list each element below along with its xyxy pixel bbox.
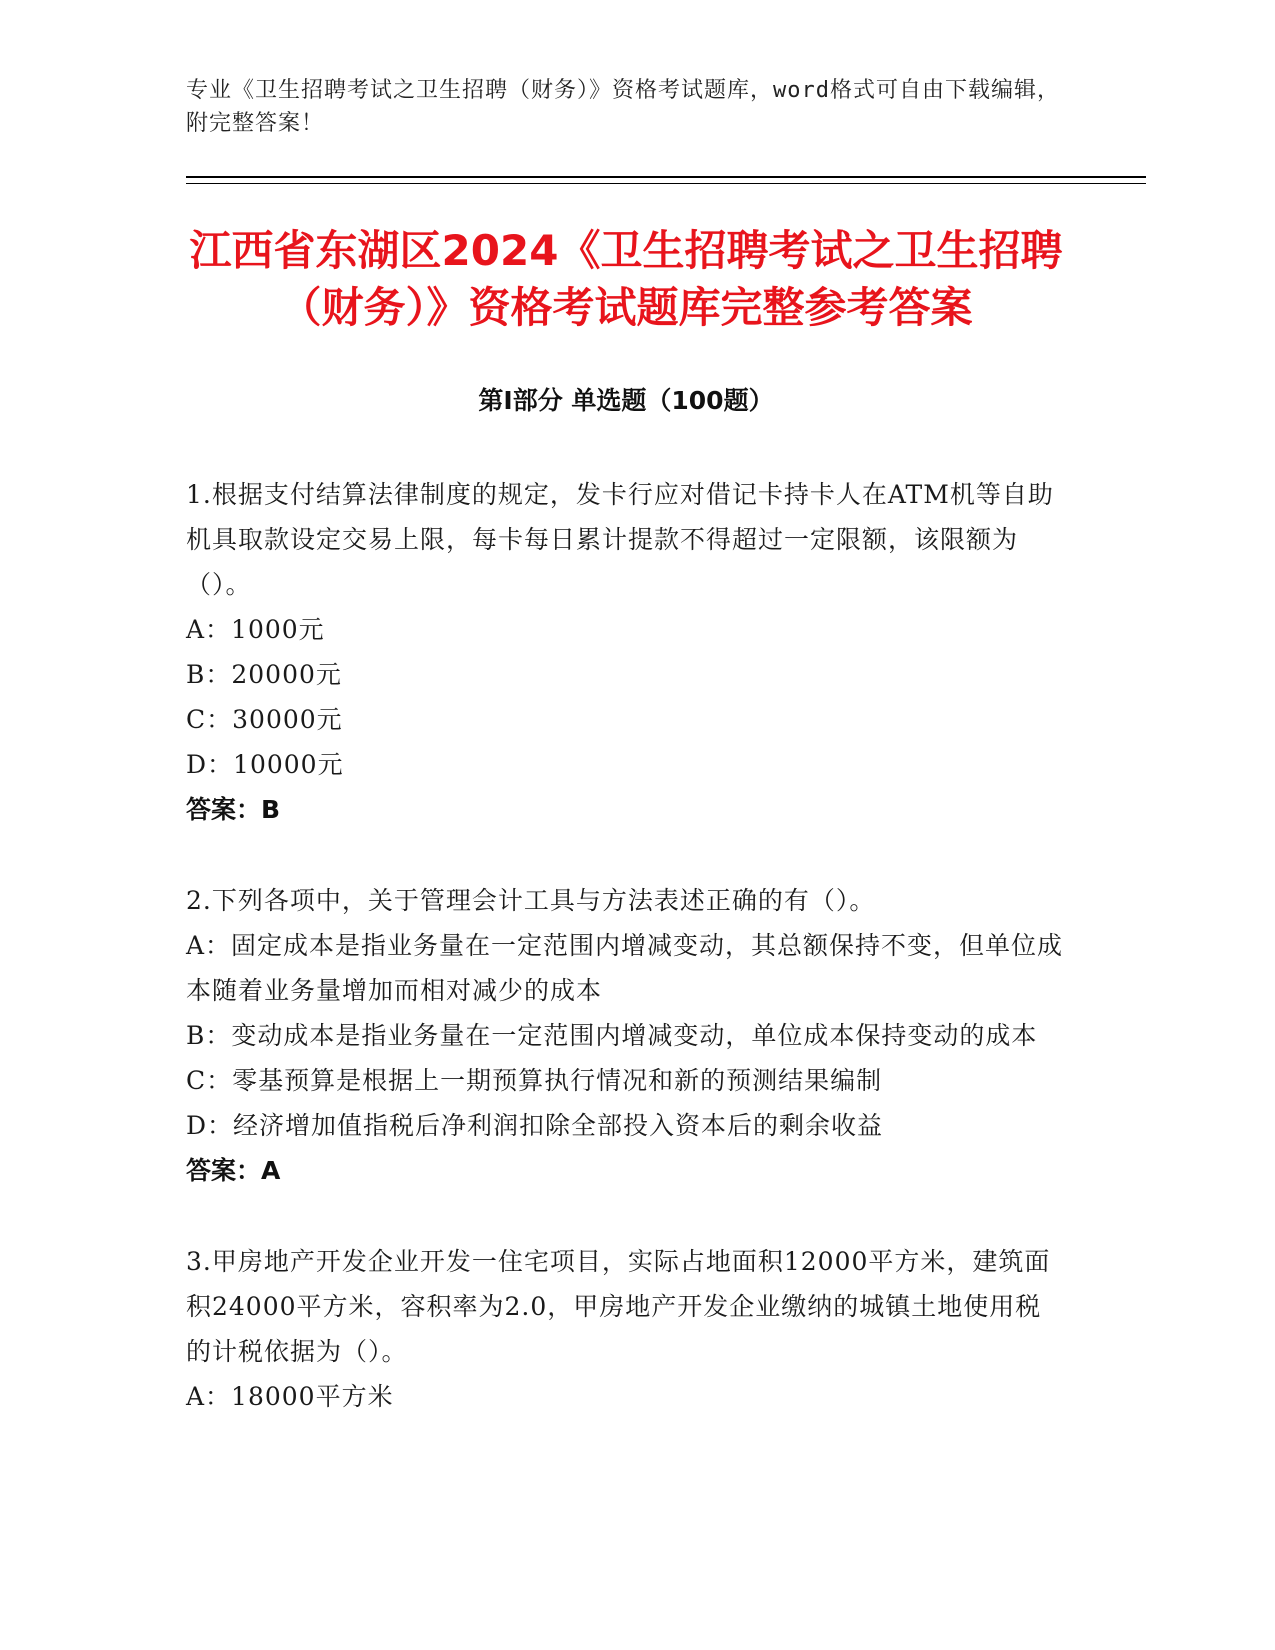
question-2 bbox=[186, 878, 1066, 1193]
answer-line: 答案：B bbox=[186, 795, 281, 824]
header-divider-thick bbox=[186, 176, 1146, 178]
question-3 bbox=[186, 1239, 1066, 1419]
question-stem: 1.根据支付结算法律制度的规定，发卡行应对借记卡持卡人在ATM机等自助机具取款设定交易上限，每卡每日累计提款不得超过一定限额，该限额为（）。 bbox=[186, 480, 1054, 599]
option-b: B：20000元 bbox=[186, 660, 342, 689]
document-title: 江西省东湖区2024《卫生招聘考试之卫生招聘（财务）》资格考试题库完整参考答案 bbox=[189, 226, 1063, 332]
section-title: 第I部分 单选题（100题） bbox=[478, 386, 774, 415]
option-c: C：零基预算是根据上一期预算执行情况和新的预测结果编制 bbox=[186, 1066, 883, 1095]
question-stem: 2.下列各项中，关于管理会计工具与方法表述正确的有（）。 bbox=[186, 886, 876, 915]
option-a: A：固定成本是指业务量在一定范围内增减变动，其总额保持不变，但单位成本随着业务量增加而相对减少的成本 bbox=[186, 931, 1064, 1005]
option-a: A：18000平方米 bbox=[186, 1382, 394, 1411]
option-d: D：经济增加值指税后净利润扣除全部投入资本后的剩余收益 bbox=[186, 1111, 884, 1140]
header-divider-thin bbox=[186, 183, 1146, 184]
option-a: A：1000元 bbox=[186, 615, 325, 644]
option-c: C：30000元 bbox=[186, 705, 343, 734]
question-stem: 3.甲房地产开发企业开发一住宅项目，实际占地面积12000平方米，建筑面积24000平方米，容积率为2.0，甲房地产开发企业缴纳的城镇土地使用税的计税依据为（）。 bbox=[186, 1247, 1051, 1366]
answer-line: 答案：A bbox=[186, 1156, 281, 1185]
option-b: B：变动成本是指业务量在一定范围内增减变动，单位成本保持变动的成本 bbox=[186, 1021, 1038, 1050]
question-1 bbox=[186, 472, 1066, 832]
option-d: D：10000元 bbox=[186, 750, 344, 779]
question-list bbox=[186, 472, 1066, 1465]
header-note: 专业《卫生招聘考试之卫生招聘（财务）》资格考试题库，word格式可自由下载编辑，附完整答案！ bbox=[186, 78, 1060, 136]
